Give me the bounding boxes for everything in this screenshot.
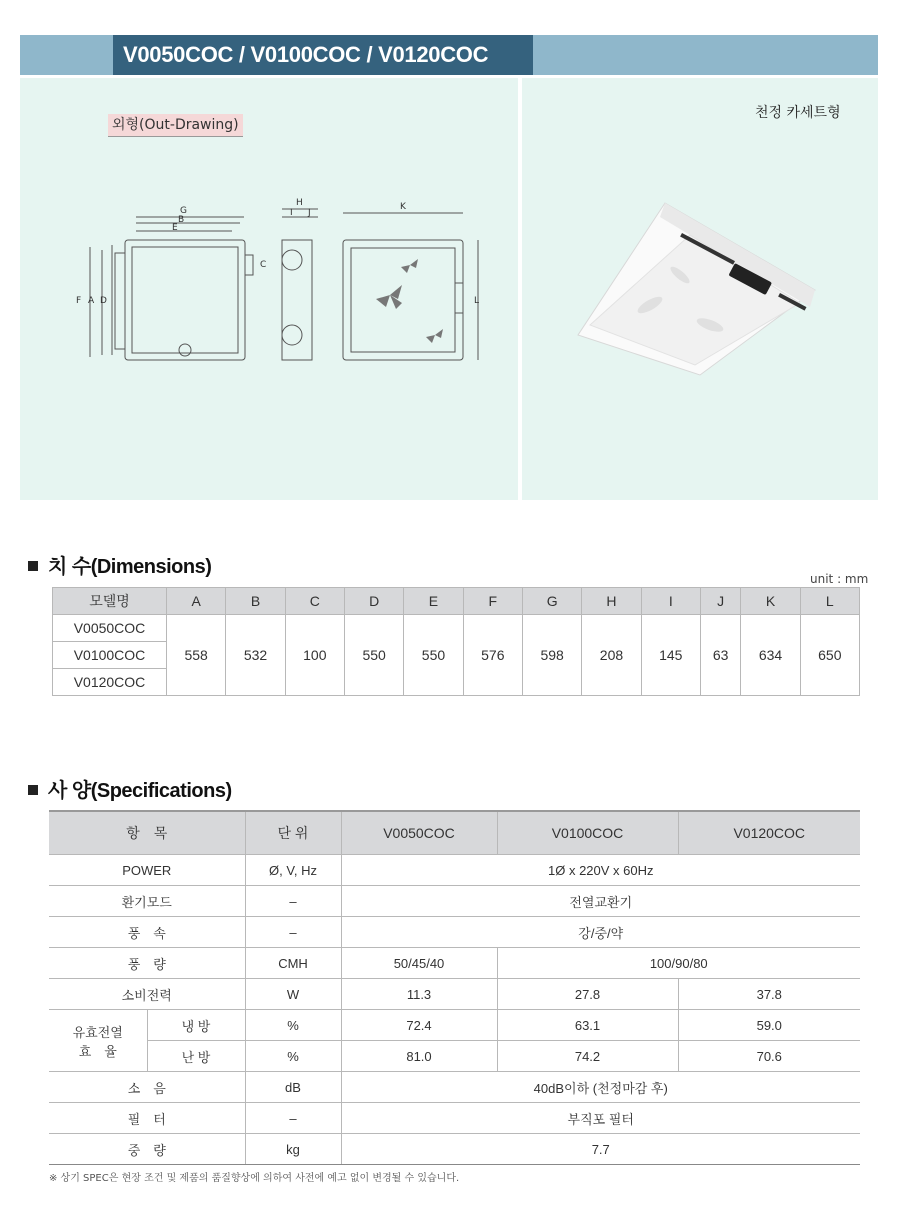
row-speed xyxy=(49,917,860,948)
side-view-outline xyxy=(282,240,312,360)
dimensions-heading: 치 수(Dimensions) xyxy=(28,550,211,579)
table-cell: 전열교환기 xyxy=(341,886,860,917)
efficiency-label: 유효전열 효 율 xyxy=(49,1010,147,1072)
table-row xyxy=(49,811,860,855)
front-view-outline xyxy=(125,240,245,360)
dim-letter-b: B xyxy=(178,215,185,225)
unit-label: unit : mm xyxy=(810,572,869,586)
table-cell: % xyxy=(245,1010,341,1041)
dim-letter-g: G xyxy=(180,206,187,216)
technical-drawing xyxy=(60,195,500,375)
header-g: G xyxy=(522,588,581,615)
dim-value-i: 145 xyxy=(641,615,700,696)
table-cell: – xyxy=(245,917,341,948)
dim-letter-h: H xyxy=(296,198,303,208)
row-power-consumption xyxy=(49,979,860,1010)
header-item: 항 목 xyxy=(49,811,245,855)
model-cell: V0120COC xyxy=(53,669,167,696)
table-cell: 7.7 xyxy=(341,1134,860,1165)
table-cell: – xyxy=(245,886,341,917)
table-cell: 37.8 xyxy=(678,979,860,1010)
header-e: E xyxy=(404,588,463,615)
table-cell: – xyxy=(245,1103,341,1134)
table-cell: 27.8 xyxy=(497,979,678,1010)
table-cell: 50/45/40 xyxy=(341,948,497,979)
header-v0050: V0050COC xyxy=(341,811,497,855)
table-cell: 81.0 xyxy=(341,1041,497,1072)
header-c: C xyxy=(285,588,344,615)
front-view-inner xyxy=(132,247,238,353)
table-cell: 59.0 xyxy=(678,1010,860,1041)
row-airflow xyxy=(49,948,860,979)
table-cell: 필 터 xyxy=(49,1103,245,1134)
table-cell: 40dB이하 (천정마감 후) xyxy=(341,1072,860,1103)
row-mode xyxy=(49,886,860,917)
header-v0120: V0120COC xyxy=(678,811,860,855)
dim-value-a: 558 xyxy=(167,615,226,696)
table-cell: 강/중/약 xyxy=(341,917,860,948)
dim-value-l: 650 xyxy=(800,615,859,696)
table-row xyxy=(53,588,860,615)
table-cell: POWER xyxy=(49,855,245,886)
header-b: B xyxy=(226,588,285,615)
table-cell: 중 량 xyxy=(49,1134,245,1165)
specifications-table xyxy=(49,810,860,1165)
table-cell: 소 음 xyxy=(49,1072,245,1103)
header-f: F xyxy=(463,588,522,615)
table-cell: 100/90/80 xyxy=(497,948,860,979)
header-l: L xyxy=(800,588,859,615)
header-i: I xyxy=(641,588,700,615)
model-cell: V0100COC xyxy=(53,642,167,669)
dim-value-j: 63 xyxy=(700,615,740,696)
out-drawing-label: 외형(Out-Drawing) xyxy=(108,114,243,137)
row-noise xyxy=(49,1072,860,1103)
table-cell: 부직포 필터 xyxy=(341,1103,860,1134)
table-cell: 난 방 xyxy=(147,1041,245,1072)
row-power xyxy=(49,855,860,886)
header-j: J xyxy=(700,588,740,615)
footnote: ※ 상기 SPEC은 현장 조건 및 제품의 품질향상에 의하여 사전에 예고 없이 변경될 수 있습니다. xyxy=(49,1173,460,1184)
row-cooling xyxy=(49,1010,860,1041)
dim-value-f: 576 xyxy=(463,615,522,696)
table-cell: 74.2 xyxy=(497,1041,678,1072)
row-filter xyxy=(49,1103,860,1134)
cassette-type-label: 천정 카세트형 xyxy=(755,105,841,121)
header-unit: 단 위 xyxy=(245,811,341,855)
fan-icon-small xyxy=(401,259,418,273)
top-view-outline xyxy=(343,240,463,360)
dim-letter-k: K xyxy=(400,202,406,212)
dim-value-h: 208 xyxy=(582,615,641,696)
dim-value-e: 550 xyxy=(404,615,463,696)
table-row xyxy=(53,615,860,642)
dim-letter-c: C xyxy=(260,260,267,270)
dim-value-b: 532 xyxy=(226,615,285,696)
table-cell: CMH xyxy=(245,948,341,979)
table-cell: 냉 방 xyxy=(147,1010,245,1041)
dimensions-table xyxy=(52,587,860,696)
dim-value-k: 634 xyxy=(741,615,800,696)
fan-icon-small-2 xyxy=(426,329,443,343)
dim-letter-l: L xyxy=(474,296,480,306)
page-title: V0050COC / V0100COC / V0120COC xyxy=(113,35,533,75)
product-photo xyxy=(570,195,820,380)
specifications-heading: 사 양(Specifications) xyxy=(28,774,232,803)
table-cell: 72.4 xyxy=(341,1010,497,1041)
table-cell: dB xyxy=(245,1072,341,1103)
model-cell: V0050COC xyxy=(53,615,167,642)
dim-value-g: 598 xyxy=(522,615,581,696)
dim-value-c: 100 xyxy=(285,615,344,696)
header-model: 모델명 xyxy=(53,588,167,615)
header-d: D xyxy=(344,588,403,615)
header-a: A xyxy=(167,588,226,615)
table-cell: kg xyxy=(245,1134,341,1165)
row-weight xyxy=(49,1134,860,1165)
header-k: K xyxy=(741,588,800,615)
dim-letter-e: E xyxy=(172,223,178,233)
dim-letter-a: A xyxy=(88,296,95,306)
table-cell: 풍 속 xyxy=(49,917,245,948)
table-cell: W xyxy=(245,979,341,1010)
table-cell: 풍 량 xyxy=(49,948,245,979)
dim-value-d: 550 xyxy=(344,615,403,696)
table-cell: % xyxy=(245,1041,341,1072)
dim-letter-d: D xyxy=(100,296,107,306)
table-cell: 11.3 xyxy=(341,979,497,1010)
table-cell: 환기모드 xyxy=(49,886,245,917)
fan-icon xyxy=(376,285,402,309)
dim-letter-f: F xyxy=(76,296,82,306)
table-cell: Ø, V, Hz xyxy=(245,855,341,886)
table-cell: 1Ø x 220V x 60Hz xyxy=(341,855,860,886)
dim-letter-i: I xyxy=(290,208,293,218)
dim-letter-j: J xyxy=(308,208,311,218)
table-cell: 63.1 xyxy=(497,1010,678,1041)
header-h: H xyxy=(582,588,641,615)
table-cell: 70.6 xyxy=(678,1041,860,1072)
header-v0100: V0100COC xyxy=(497,811,678,855)
row-heating xyxy=(49,1041,860,1072)
table-cell: 소비전력 xyxy=(49,979,245,1010)
